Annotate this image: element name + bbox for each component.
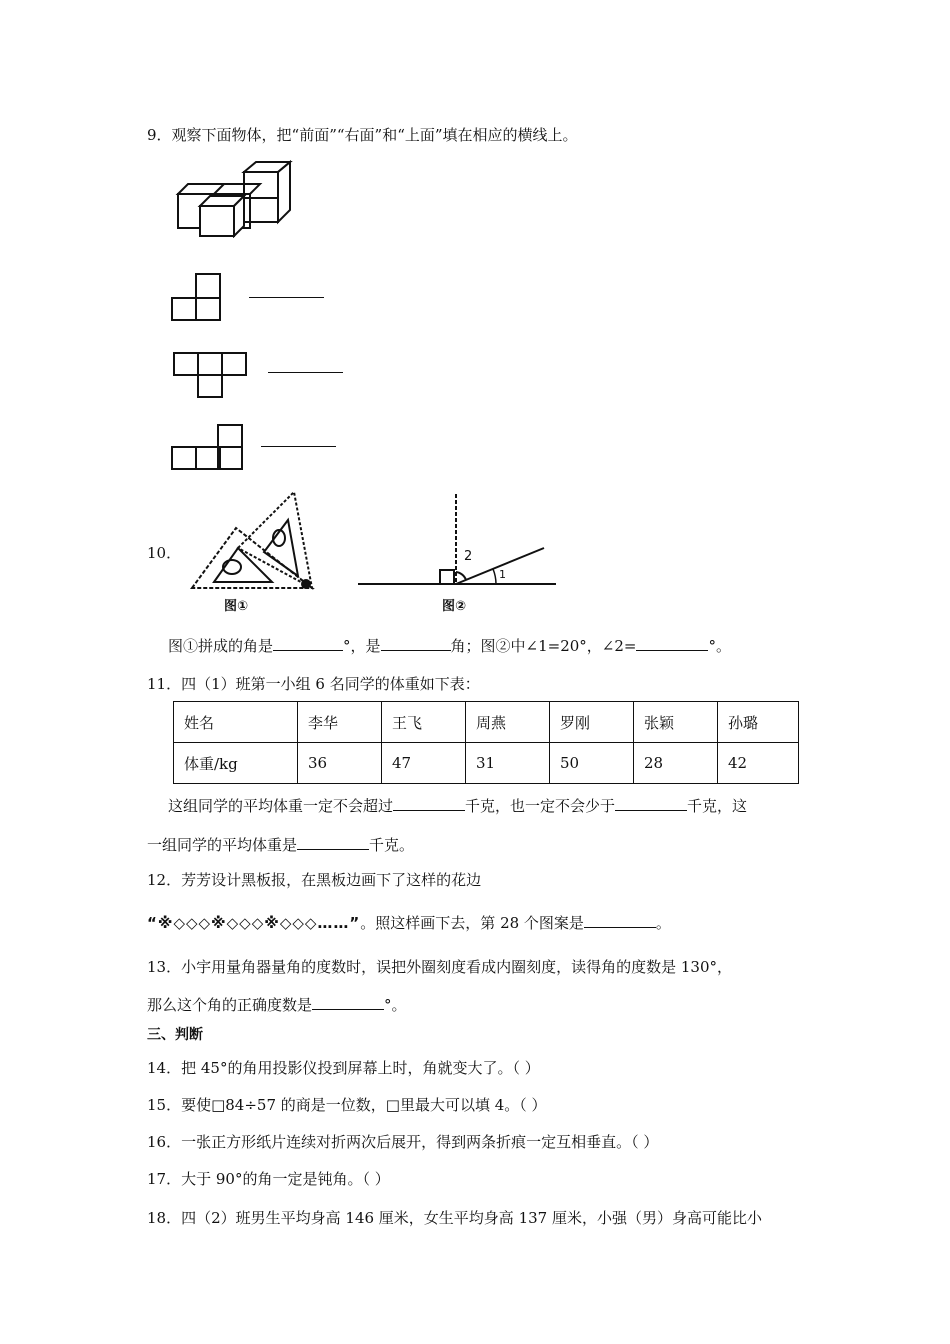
figure-2-label: 图② [442, 599, 467, 614]
q11-blank-1[interactable] [393, 794, 465, 811]
table-cell: 李华 [298, 702, 382, 743]
q10-blank-1[interactable] [273, 634, 343, 651]
q11-part-3: 千克，这 [687, 797, 748, 815]
table-header-row [174, 702, 799, 743]
question-12-sentence [147, 911, 671, 934]
table-cell: 姓名 [174, 702, 298, 743]
angles-figure [356, 490, 562, 615]
table-cell: 张颖 [634, 702, 718, 743]
question-11-sentence-2 [147, 833, 414, 856]
question-13-line-1: 13．小宇用量角器量角的度数时，误把外圈刻度看成内圈刻度，读得角的度数是 130°， [147, 958, 732, 976]
view-1-answer-line[interactable] [249, 297, 324, 298]
q12-blank[interactable] [584, 911, 656, 928]
view-2-answer-line[interactable] [268, 372, 343, 373]
table-cell: 50 [550, 743, 634, 784]
q10-part-3: 角；图②中∠1=20°，∠2= [450, 637, 637, 655]
question-11-text: 11．四（1）班第一小组 6 名同学的体重如下表： [147, 675, 480, 693]
question-11-sentence-1 [168, 794, 747, 817]
judge-item-18: 18．四（2）班男生平均身高 146 厘米，女生平均身高 137 厘米，小强（男）身高可能比小 [147, 1209, 762, 1227]
question-10-number: 10． [147, 544, 182, 562]
table-cell: 周燕 [466, 702, 550, 743]
q11-part-4: 一组同学的平均体重是 [147, 836, 298, 854]
set-squares-figure [180, 490, 326, 615]
question-13-line-2 [147, 993, 407, 1016]
view-3-answer-line[interactable] [261, 446, 336, 447]
q10-blank-2[interactable] [381, 634, 451, 651]
table-cell: 罗刚 [550, 702, 634, 743]
judge-item-14: 14．把 45°的角用投影仪投到屏幕上时，角就变大了。（ ） [147, 1059, 540, 1077]
view-1-figure [170, 270, 230, 324]
q11-blank-2[interactable] [615, 794, 687, 811]
q11-part-1: 这组同学的平均体重一定不会超过 [168, 797, 394, 815]
table-row [174, 743, 799, 784]
table-cell: 孙璐 [718, 702, 799, 743]
judge-item-16: 16．一张正方形纸片连续对折两次后展开，得到两条折痕一定互相垂直。（ ） [147, 1133, 659, 1151]
figure-1-label: 图① [224, 599, 249, 614]
angle-2-label: 2 [464, 549, 473, 564]
q10-part-4: °。 [708, 637, 731, 655]
view-2-figure [170, 349, 254, 403]
q12-part-1: 。照这样画下去，第 28 个图案是 [360, 914, 584, 932]
q11-part-5: 千克。 [369, 836, 415, 854]
table-cell: 体重/kg [174, 743, 298, 784]
q13-part-1: 那么这个角的正确度数是 [147, 996, 313, 1014]
question-9-text: 9．观察下面物体，把“前面”“右面”和“上面”填在相应的横线上。 [147, 126, 578, 144]
q13-part-2: °。 [384, 996, 407, 1014]
question-10-sentence [168, 634, 731, 657]
judge-item-17: 17．大于 90°的角一定是钝角。（ ） [147, 1170, 390, 1188]
q11-part-2: 千克，也一定不会少于 [465, 797, 616, 815]
q13-blank[interactable] [312, 993, 384, 1010]
q12-part-2: 。 [655, 914, 671, 932]
table-cell: 47 [382, 743, 466, 784]
table-cell: 31 [466, 743, 550, 784]
q10-part-1: 图①拼成的角是 [168, 637, 274, 655]
table-cell: 28 [634, 743, 718, 784]
table-cell: 36 [298, 743, 382, 784]
table-cell: 42 [718, 743, 799, 784]
angle-1-label: 1 [499, 568, 506, 581]
weight-table [173, 701, 799, 784]
view-3-figure [170, 422, 250, 472]
q10-part-2: °，是 [343, 637, 381, 655]
table-cell: 王飞 [382, 702, 466, 743]
judge-item-15: 15．要使□84÷57 的商是一位数，□里最大可以填 4。（ ） [147, 1096, 547, 1114]
cube-object-figure [172, 158, 302, 238]
q11-blank-3[interactable] [297, 833, 369, 850]
section-3-heading: 三、判断 [147, 1027, 203, 1043]
question-12-text: 12．芳芳设计黑板报，在黑板边画下了这样的花边 [147, 871, 482, 889]
q10-blank-3[interactable] [636, 634, 708, 651]
border-pattern: “※◇◇◇※◇◇◇※◇◇◇……” [147, 914, 361, 932]
